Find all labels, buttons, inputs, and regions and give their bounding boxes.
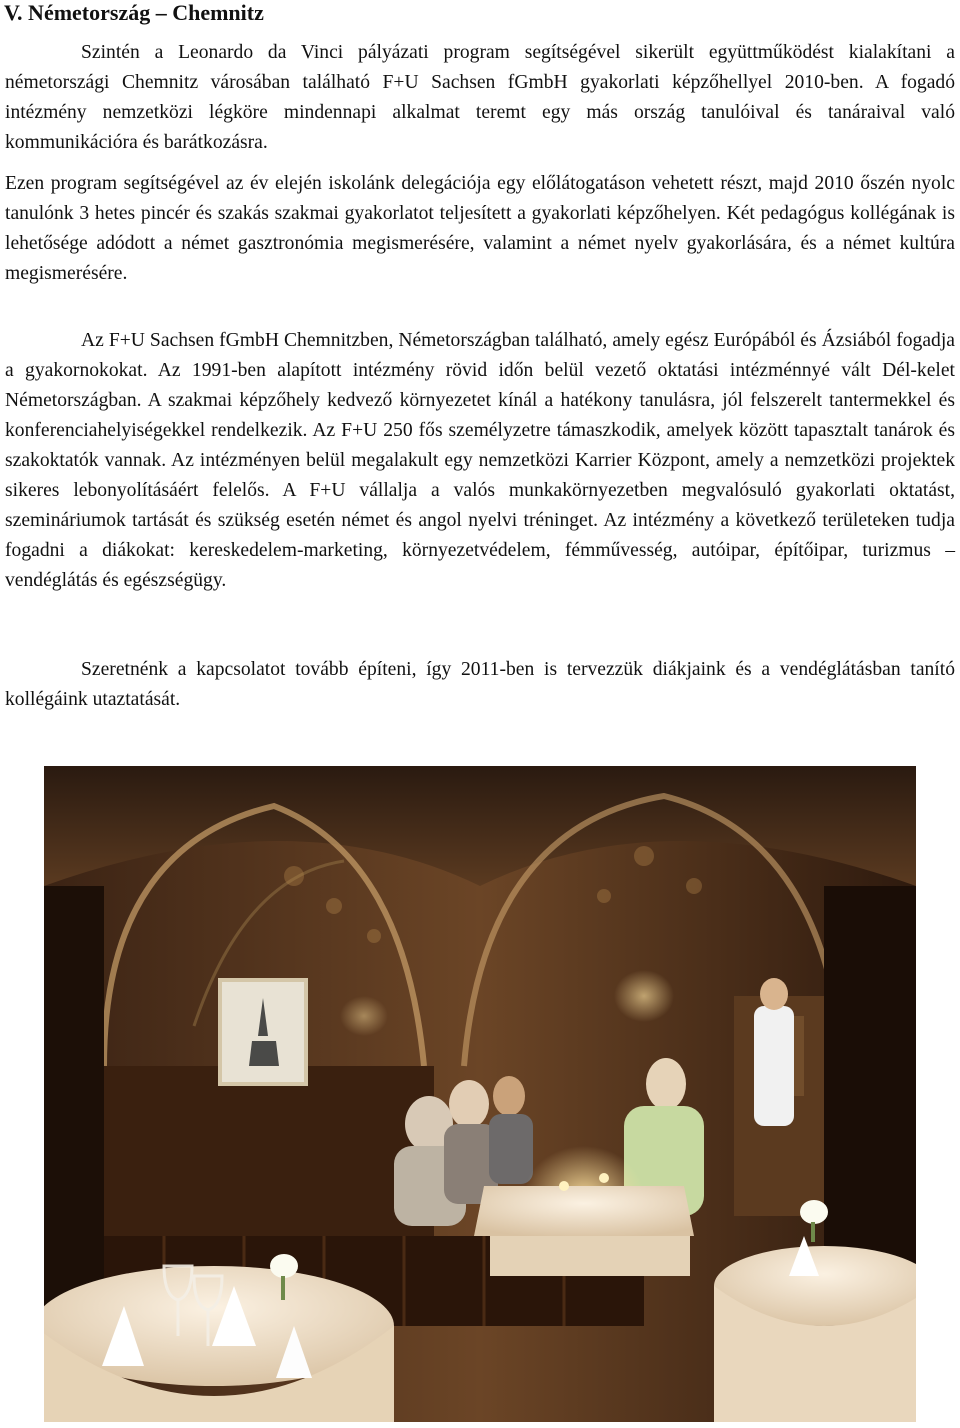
paragraph-institution: Az F+U Sachsen fGmbH Chemnitzben, Németországban található, amely egész Európából és Ázsiából fogadja a gyakornokokat. Az 1991-ben alapított intézmény rövid időn belül vezető oktatási intézménnyé vált Dél-kelet Németországban. A szakmai képzőhely kedvező környezetet kínál a hatékony tanulásra, jól felszerelt tantermekkel és konferenciahelyiségekkel rendelkezik. Az F+U 250 fős személyzetre támaszkodik, amelyek között tapasztalt tanárok és szakoktatók vannak. Az intézményen belül megalakult egy nemzetközi Karrier Központ, amely a nemzetközi projektek sikeres lebonyolításáért felelős. A F+U vállalja a valós munkakörnyezetben megvalósuló gyakorlati oktatást, szemináriumok tartását és szükség esetén német és angol nyelvi tréninget. Az intézmény a következő területeken tudja fogadni a diákokat: kereskedelem-marketing, környezetvédelem, fémművesség, autóipar, építőipar, turizmus – vendéglátás és egészségügy. [5, 330, 955, 591]
restaurant-photo [44, 766, 916, 1422]
paragraph-intro: Szintén a Leonardo da Vinci pályázati program segítségével sikerült együttműködést kialakítani a németországi Chemnitz városában található F+U Sachsen fGmbH gyakorlati képzőhellyel 2010-ben. A fogadó intézmény nemzetközi légköre mindennapi alkalmat teremt egy más ország tanulóival és tanáraival való kommunikációra és barátkozásra. [5, 42, 955, 153]
section-heading: V. Németország – Chemnitz [4, 0, 264, 25]
paragraph-program: Ezen program segítségével az év elején iskolánk delegációja egy előlátogatáson vehetett részt, majd 2010 őszén nyolc tanulónk 3 hetes pincér és szakás szakmai gyakorlatot teljesített a gyakorlati képzőhelyen. Két pedagógus kollégának is lehetősége adódott a német gasztronómia megismerésére, valamint a német nyelv gyakorlására, és a német kultúra megismerésére. [5, 173, 955, 284]
paragraph-future: Szeretnénk a kapcsolatot tovább építeni, így 2011-ben is tervezzük diákjaink és a vendéglátásban tanító kollégáink utaztatását. [5, 659, 955, 710]
